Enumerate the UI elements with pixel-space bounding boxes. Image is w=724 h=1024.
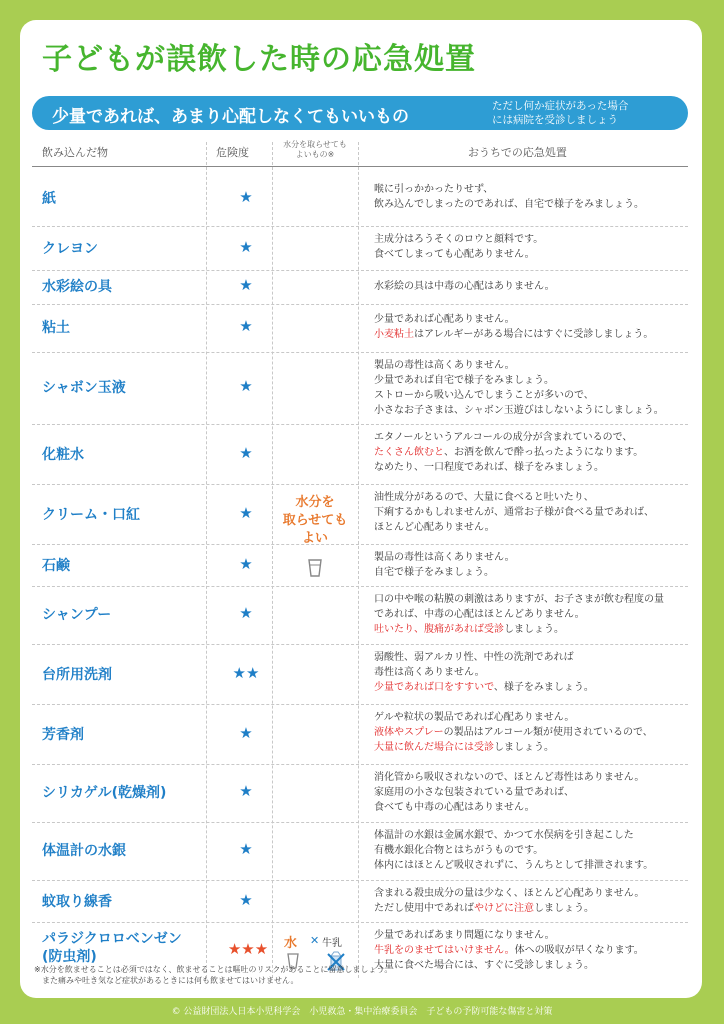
first-aid-line: 少量であれば心配ありません。 <box>374 314 515 325</box>
first-aid-line: 製品の毒性は高くありません。 <box>374 360 515 371</box>
first-aid-line <box>374 740 653 755</box>
cup-icon <box>307 558 323 578</box>
table-row <box>32 304 688 353</box>
item-name: シャンプー <box>42 607 112 623</box>
table-row <box>32 880 688 923</box>
first-aid-text-tail: はアレルギーがある場合にはすぐに受診しましょう。 <box>414 329 654 340</box>
first-aid-line <box>374 327 653 342</box>
first-aid-text <box>374 279 555 294</box>
page-title: 子どもが誤飲した時の応急処置 <box>42 42 476 77</box>
item-name: 芳香剤 <box>42 727 84 743</box>
water-label: 水 <box>284 936 298 951</box>
first-aid-text <box>374 928 644 973</box>
first-aid-text <box>374 312 653 342</box>
first-aid-line: 少量であればあまり問題になりません。 <box>374 930 555 941</box>
footnote <box>34 964 392 986</box>
water-ok-line: よい <box>301 531 328 546</box>
first-aid-line <box>374 943 644 958</box>
first-aid-line: 小さなお子さまは、シャボン玉遊びはしないようにしましょう。 <box>374 405 664 416</box>
item-name: 紙 <box>42 191 56 207</box>
item-name-line: パラジクロロベンゼン <box>42 931 182 947</box>
first-aid-line: 下痢するかもしれませんが、通常お子様が食べる量であれば、 <box>374 507 654 518</box>
first-aid-text <box>374 232 543 262</box>
first-aid-line: 主成分はろうそくのロウと顔料です。 <box>374 234 544 245</box>
first-aid-text <box>374 358 664 418</box>
first-aid-line: 油性成分があるので、大量に食べると吐いたり、 <box>374 492 594 503</box>
first-aid-line: エタノールというアルコールの成分が含まれているので、 <box>374 432 633 443</box>
first-aid-text-tail: 体への吸収が早くなります。 <box>514 945 644 956</box>
item-name: クレヨン <box>42 241 98 257</box>
danger-stars: ★ <box>239 840 253 858</box>
table-row <box>32 484 688 545</box>
first-aid-text-lead: ただし使用中であれば <box>374 903 474 914</box>
first-aid-text <box>374 182 644 212</box>
header-item: 飲み込んだ物 <box>42 146 108 159</box>
first-aid-line: 喉に引っかかったりせず、 <box>374 184 494 195</box>
first-aid-line: 含まれる殺虫成分の量は少なく、ほとんど心配ありません。 <box>374 888 645 899</box>
header-divider <box>32 166 688 167</box>
table-row <box>32 226 688 271</box>
header-danger: 危険度 <box>216 146 249 159</box>
item-name: 水彩絵の具 <box>42 279 112 295</box>
first-aid-text <box>374 430 643 475</box>
item-name: 粘土 <box>42 320 70 336</box>
milk-label: 牛乳 <box>322 938 342 949</box>
danger-stars: ★ <box>239 504 253 522</box>
first-aid-line: ストローから吸い込んでしまうことが多いので、 <box>374 390 594 401</box>
first-aid-line: ほとんど心配ありません。 <box>374 522 495 533</box>
first-aid-line: 口の中や喉の粘膜の刺激はありますが、お子さまが飲む程度の量 <box>374 594 664 605</box>
first-aid-line: 少量であれば自宅で様子をみましょう。 <box>374 375 554 386</box>
item-name: シリカゲル(乾燥剤) <box>42 785 167 801</box>
first-aid-line <box>374 680 594 695</box>
first-aid-line: 水彩絵の具は中毒の心配はありません。 <box>374 281 555 292</box>
banner-note-line: ただし何か症状があった場合 <box>492 100 629 112</box>
header-water-line: よいもの※ <box>295 150 335 159</box>
table-row <box>32 352 688 425</box>
first-aid-text-tail: しましょう。 <box>534 903 594 914</box>
danger-stars: ★ <box>239 604 253 622</box>
danger-stars: ★ <box>239 724 253 742</box>
danger-stars: ★ <box>239 555 253 573</box>
table-row <box>32 270 688 305</box>
first-aid-line: 体温計の水銀は金属水銀で、かつて水俣病を引き起こした <box>374 830 634 841</box>
first-aid-text <box>374 490 654 535</box>
header-first-aid: おうちでの応急処置 <box>468 146 567 159</box>
water-ok-label <box>274 494 356 548</box>
warning-text: 吐いたり、腹痛があれば受診 <box>374 624 504 635</box>
first-aid-line: 弱酸性、弱アルカリ性、中性の洗剤であれば <box>374 652 574 663</box>
item-name: 化粧水 <box>42 447 84 463</box>
banner-note <box>492 99 682 127</box>
danger-stars: ★ <box>239 317 253 335</box>
warning-text: やけどに注意 <box>474 903 534 914</box>
first-aid-text <box>374 592 664 637</box>
danger-stars: ★ <box>239 782 253 800</box>
copyright-footer: © 公益財団法人日本小児科学会 小児救急・集中治療委員会 子どもの予防可能な傷害と対策 <box>171 1007 553 1017</box>
table-row <box>32 586 688 645</box>
danger-stars: ★ <box>239 444 253 462</box>
first-aid-line <box>374 725 653 740</box>
item-name <box>42 930 182 966</box>
footnote-line: また痛みや吐き気など症状があるときには何も飲ませてはいけません。 <box>42 976 299 985</box>
table-row <box>32 644 688 705</box>
warning-text: 大量に飲んだ場合には受診 <box>374 742 494 753</box>
first-aid-line: 消化管から吸収されないので、ほとんど毒性はありません。 <box>374 772 645 783</box>
danger-stars: ★ <box>239 188 253 206</box>
header-water-line: 水分を取らせても <box>283 140 347 149</box>
first-aid-line: 自宅で様子をみましょう。 <box>374 567 494 578</box>
first-aid-line: 体内にはほとんど吸収されずに、うんちとして排泄されます。 <box>374 860 654 871</box>
first-aid-line: であれば、中毒の心配はほとんどありません。 <box>374 609 585 620</box>
item-name-line: (防虫剤) <box>42 949 97 965</box>
table-row <box>32 764 688 823</box>
danger-stars: ★ <box>239 238 253 256</box>
danger-stars: ★ <box>239 377 253 395</box>
header-water <box>272 140 358 160</box>
first-aid-line: 毒性は高くありません。 <box>374 667 485 678</box>
item-name: 体温計の水銀 <box>42 843 126 859</box>
danger-stars: ★ <box>239 276 253 294</box>
banner-note-line: には病院を受診しましょう <box>492 114 618 126</box>
first-aid-line: 飲み込んでしまったのであれば、自宅で様子をみましょう。 <box>374 199 644 210</box>
item-name: クリーム・口紅 <box>42 507 140 523</box>
first-aid-text <box>374 550 515 580</box>
danger-stars: ★ <box>239 891 253 909</box>
first-aid-line: 家庭用の小さな包装されている量であれば、 <box>374 787 574 798</box>
warning-text: 牛乳をのませてはいけません。 <box>374 945 515 956</box>
water-ok-line: 取らせても <box>282 513 348 528</box>
footnote-line: ※水分を飲ませることは必須ではなく、飲ませることは嘔吐のリスクがあることに留意しましょう。 <box>34 965 393 974</box>
poster-card <box>20 20 702 998</box>
first-aid-text-tail: の製品はアルコール類が使用されているので、 <box>443 727 653 738</box>
cross-icon: ✕ <box>310 934 320 947</box>
item-name: 蚊取り線香 <box>42 894 112 910</box>
warning-text: 液体やスプレー <box>374 727 444 738</box>
warning-text: たくさん飲むと <box>374 447 444 458</box>
banner-main-text: 少量であれば、あまり心配しなくてもいいもの <box>52 107 409 127</box>
first-aid-text <box>374 710 653 755</box>
warning-text: 少量であれば口をすすいで <box>374 682 494 693</box>
table-row <box>32 424 688 485</box>
first-aid-text-tail: しましょう。 <box>504 624 564 635</box>
table-row <box>32 822 688 881</box>
first-aid-text <box>374 650 594 695</box>
first-aid-line <box>374 445 643 460</box>
first-aid-line: ゲルや粒状の製品であれば心配ありません。 <box>374 712 575 723</box>
danger-stars: ★★★ <box>227 940 269 958</box>
first-aid-line: 有機水銀化合物とはちがうものです。 <box>374 845 544 856</box>
table-row <box>32 544 688 587</box>
first-aid-line: 食べても中毒の心配はありません。 <box>374 802 535 813</box>
item-name: 台所用洗剤 <box>42 667 112 683</box>
danger-stars: ★★ <box>232 664 260 682</box>
first-aid-text <box>374 886 644 916</box>
first-aid-line: 大量に食べた場合には、すぐに受診しましょう。 <box>374 960 594 971</box>
item-name: 石鹸 <box>42 558 70 574</box>
first-aid-line: 食べてしまっても心配ありません。 <box>374 249 535 260</box>
first-aid-line: 製品の毒性は高くありません。 <box>374 552 515 563</box>
warning-text: 小麦粘土 <box>374 329 414 340</box>
item-name: シャボン玉液 <box>42 380 126 396</box>
table-row <box>32 704 688 765</box>
first-aid-text <box>374 770 644 815</box>
water-ok-line: 水分を <box>295 495 335 510</box>
first-aid-text-tail: しましょう。 <box>494 742 554 753</box>
first-aid-line: なめたり、一口程度であれば、様子をみましょう。 <box>374 462 604 473</box>
info-banner <box>32 96 688 130</box>
first-aid-text-tail: 、様子をみましょう。 <box>493 682 594 693</box>
first-aid-line <box>374 622 664 637</box>
water-column <box>274 168 356 920</box>
first-aid-text <box>374 828 653 873</box>
first-aid-text-tail: 、お酒を飲んで酔っ払ったようになります。 <box>444 447 644 458</box>
table-row <box>32 168 688 227</box>
first-aid-line <box>374 901 644 916</box>
